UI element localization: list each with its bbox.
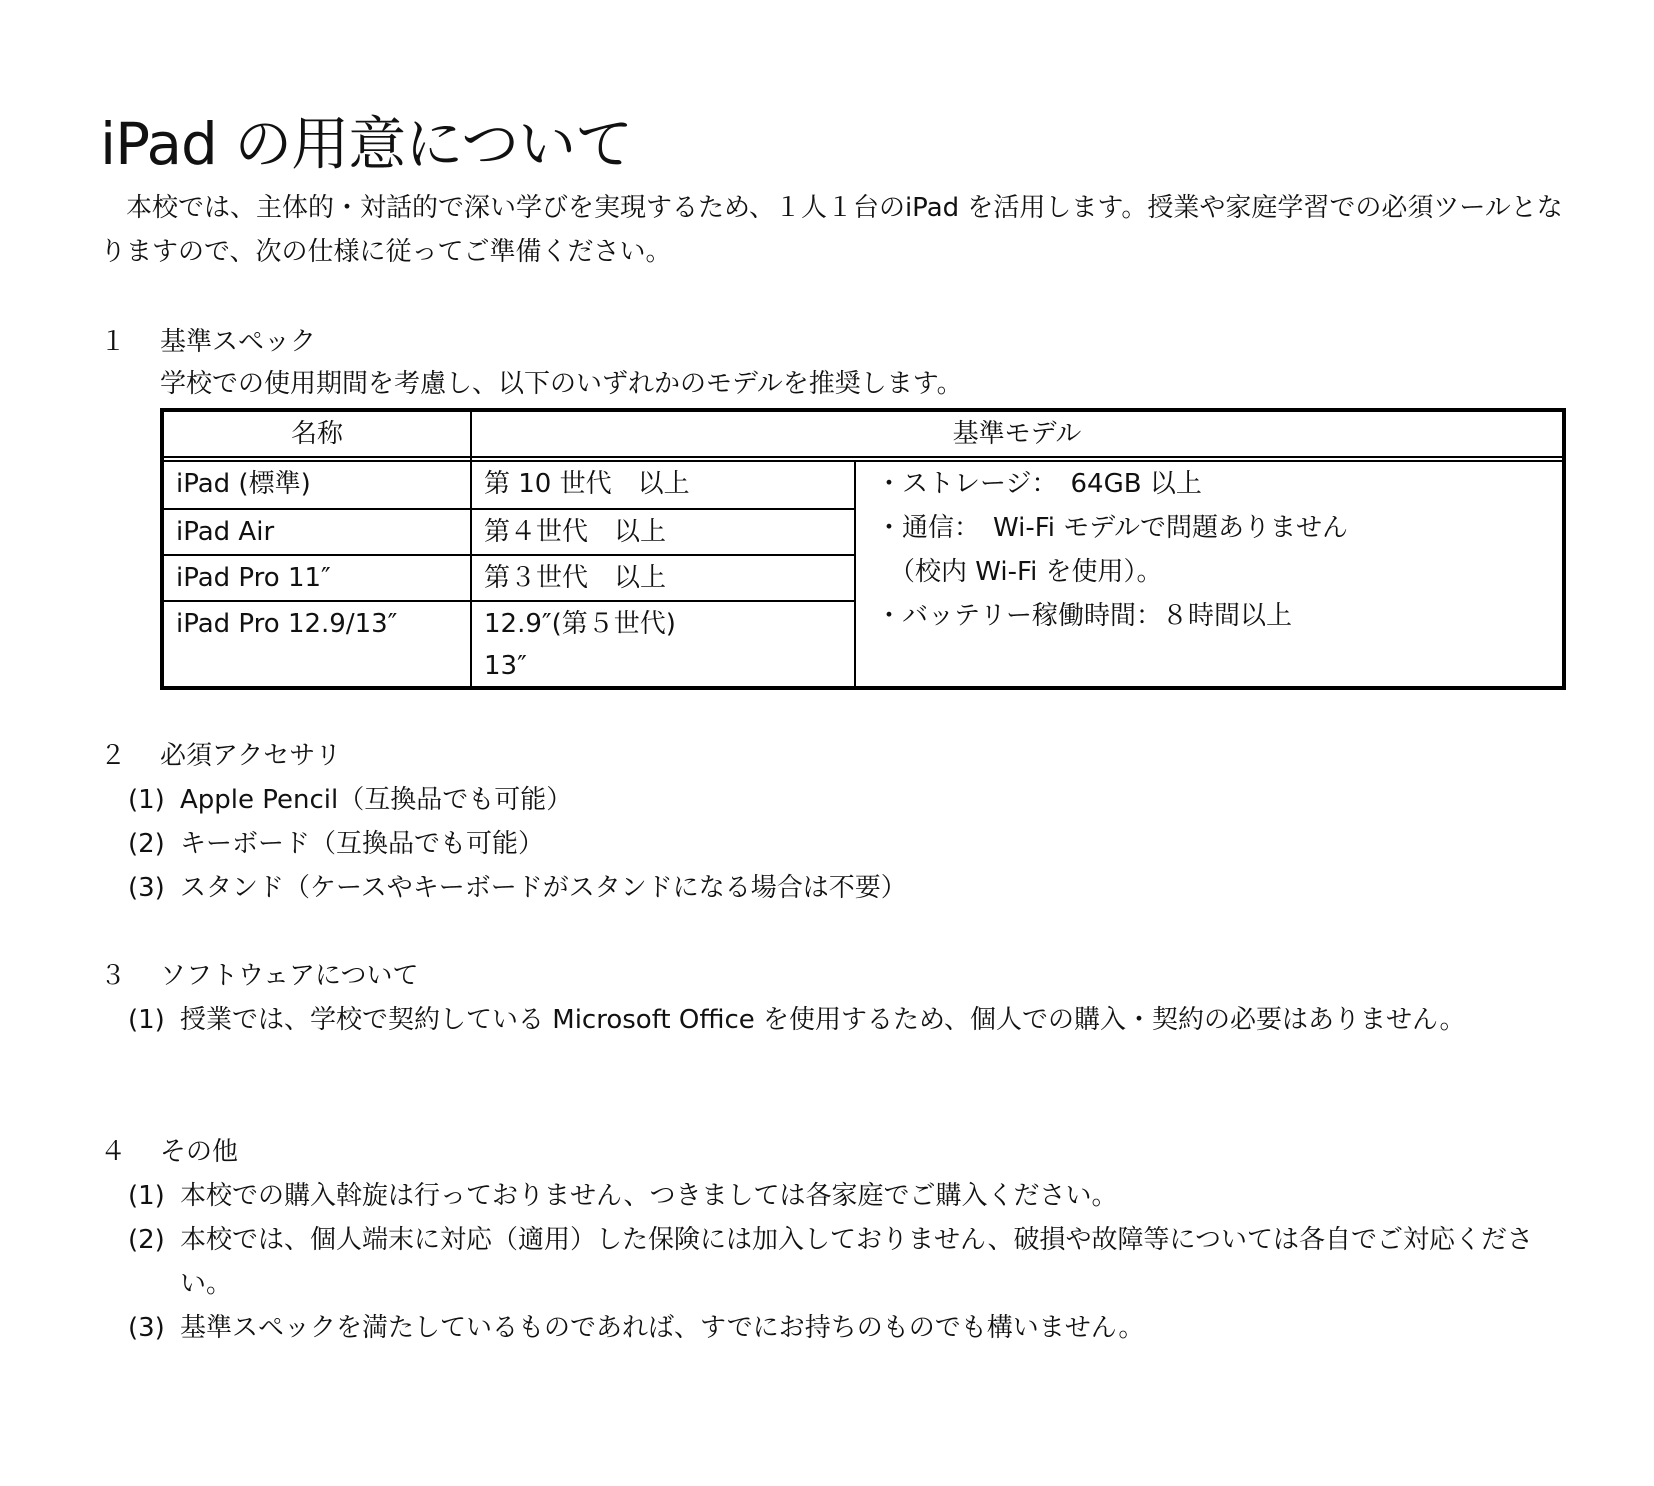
list-item-label: (1) (128, 785, 165, 815)
list-item-text: Apple Pencil（互換品でも可能） (180, 785, 573, 815)
list-item (128, 1174, 1568, 1218)
section-3-title: ソフトウェアについて (160, 961, 419, 991)
table-cell-name: iPad Pro 11″ (176, 563, 331, 593)
list-item (128, 1218, 1568, 1306)
list-item-text: キーボード（互換品でも可能） (180, 829, 545, 859)
list-item (128, 998, 1568, 1042)
table-divider (164, 508, 856, 510)
table-divider (164, 554, 856, 556)
spec-table (160, 408, 1566, 690)
list-item-text: 基準スペックを満たしているものであれば、すでにお持ちのものでも構いません。 (180, 1313, 1145, 1343)
list-item-label: (2) (128, 1225, 165, 1255)
page-title: iPad の用意について (100, 110, 633, 178)
section-2-heading (100, 736, 341, 776)
table-cell-model: 第 10 世代 以上 (484, 469, 690, 499)
list-item-text: 授業では、学校で契約している Microsoft Office を使用するため、個人での購入・契約の必要はありません。 (180, 1005, 1466, 1035)
list-item-label: (3) (128, 873, 165, 903)
table-divider (854, 460, 856, 686)
table-cell-model: 第３世代 以上 (484, 563, 667, 593)
list-item-text: 本校では、個人端末に対応（適用）した保険には加入しておりません、破損や故障等については各自でご対応ください。 (180, 1225, 1534, 1299)
list-item-label: (1) (128, 1005, 165, 1035)
section-4-heading (100, 1132, 238, 1172)
list-item-label: (1) (128, 1181, 165, 1211)
table-divider (164, 600, 856, 602)
table-cell-model: 12.9″(第５世代) (484, 609, 676, 639)
spec-network-note: （校内 Wi-Fi を使用）。 (876, 557, 1163, 587)
table-cell-model: 第４世代 以上 (484, 517, 667, 547)
section-1-number: １ (100, 327, 127, 357)
section-4-number: ４ (100, 1137, 127, 1167)
section-3-heading (100, 956, 418, 996)
section-1-note: 学校での使用期間を考慮し、以下のいずれかのモデルを推奨します。 (160, 369, 963, 399)
table-cell-name: iPad Pro 12.9/13″ (176, 609, 398, 639)
table-cell-model: 13″ (484, 651, 527, 681)
list-item (128, 866, 907, 910)
table-header-name: 名称 (290, 419, 343, 449)
list-item (128, 778, 572, 822)
section-2-number: ２ (100, 741, 127, 771)
spec-battery: ・バッテリー稼働時間：８時間以上 (876, 601, 1293, 631)
table-divider (164, 460, 1562, 462)
section-4-title: その他 (160, 1137, 239, 1167)
section-3-number: ３ (100, 961, 127, 991)
section-2-title: 必須アクセサリ (160, 741, 342, 771)
table-header-model: 基準モデル (952, 419, 1082, 449)
list-item-text: スタンド（ケースやキーボードがスタンドになる場合は不要） (180, 873, 907, 903)
list-item (128, 822, 544, 866)
section-1-heading (100, 322, 316, 362)
list-item (128, 1306, 1568, 1350)
list-item-text: 本校での購入斡旋は行っておりません、つきましては各家庭でご購入ください。 (180, 1181, 1118, 1211)
intro-paragraph: 本校では、主体的・対話的で深い学びを実現するため、１人１台のiPad を活用します。授業や家庭学習での必須ツールとなりますので、次の仕様に従ってご準備ください。 (100, 193, 1563, 267)
list-item-label: (2) (128, 829, 165, 859)
section-1-title: 基準スペック (160, 327, 317, 357)
spec-storage: ・ストレージ： 64GB 以上 (876, 469, 1202, 499)
table-cell-name: iPad Air (176, 517, 275, 547)
list-item-label: (3) (128, 1313, 165, 1343)
table-cell-name: iPad (標準) (176, 469, 311, 499)
table-divider (164, 456, 1562, 458)
spec-network: ・通信： Wi-Fi モデルで問題ありません (876, 513, 1348, 543)
